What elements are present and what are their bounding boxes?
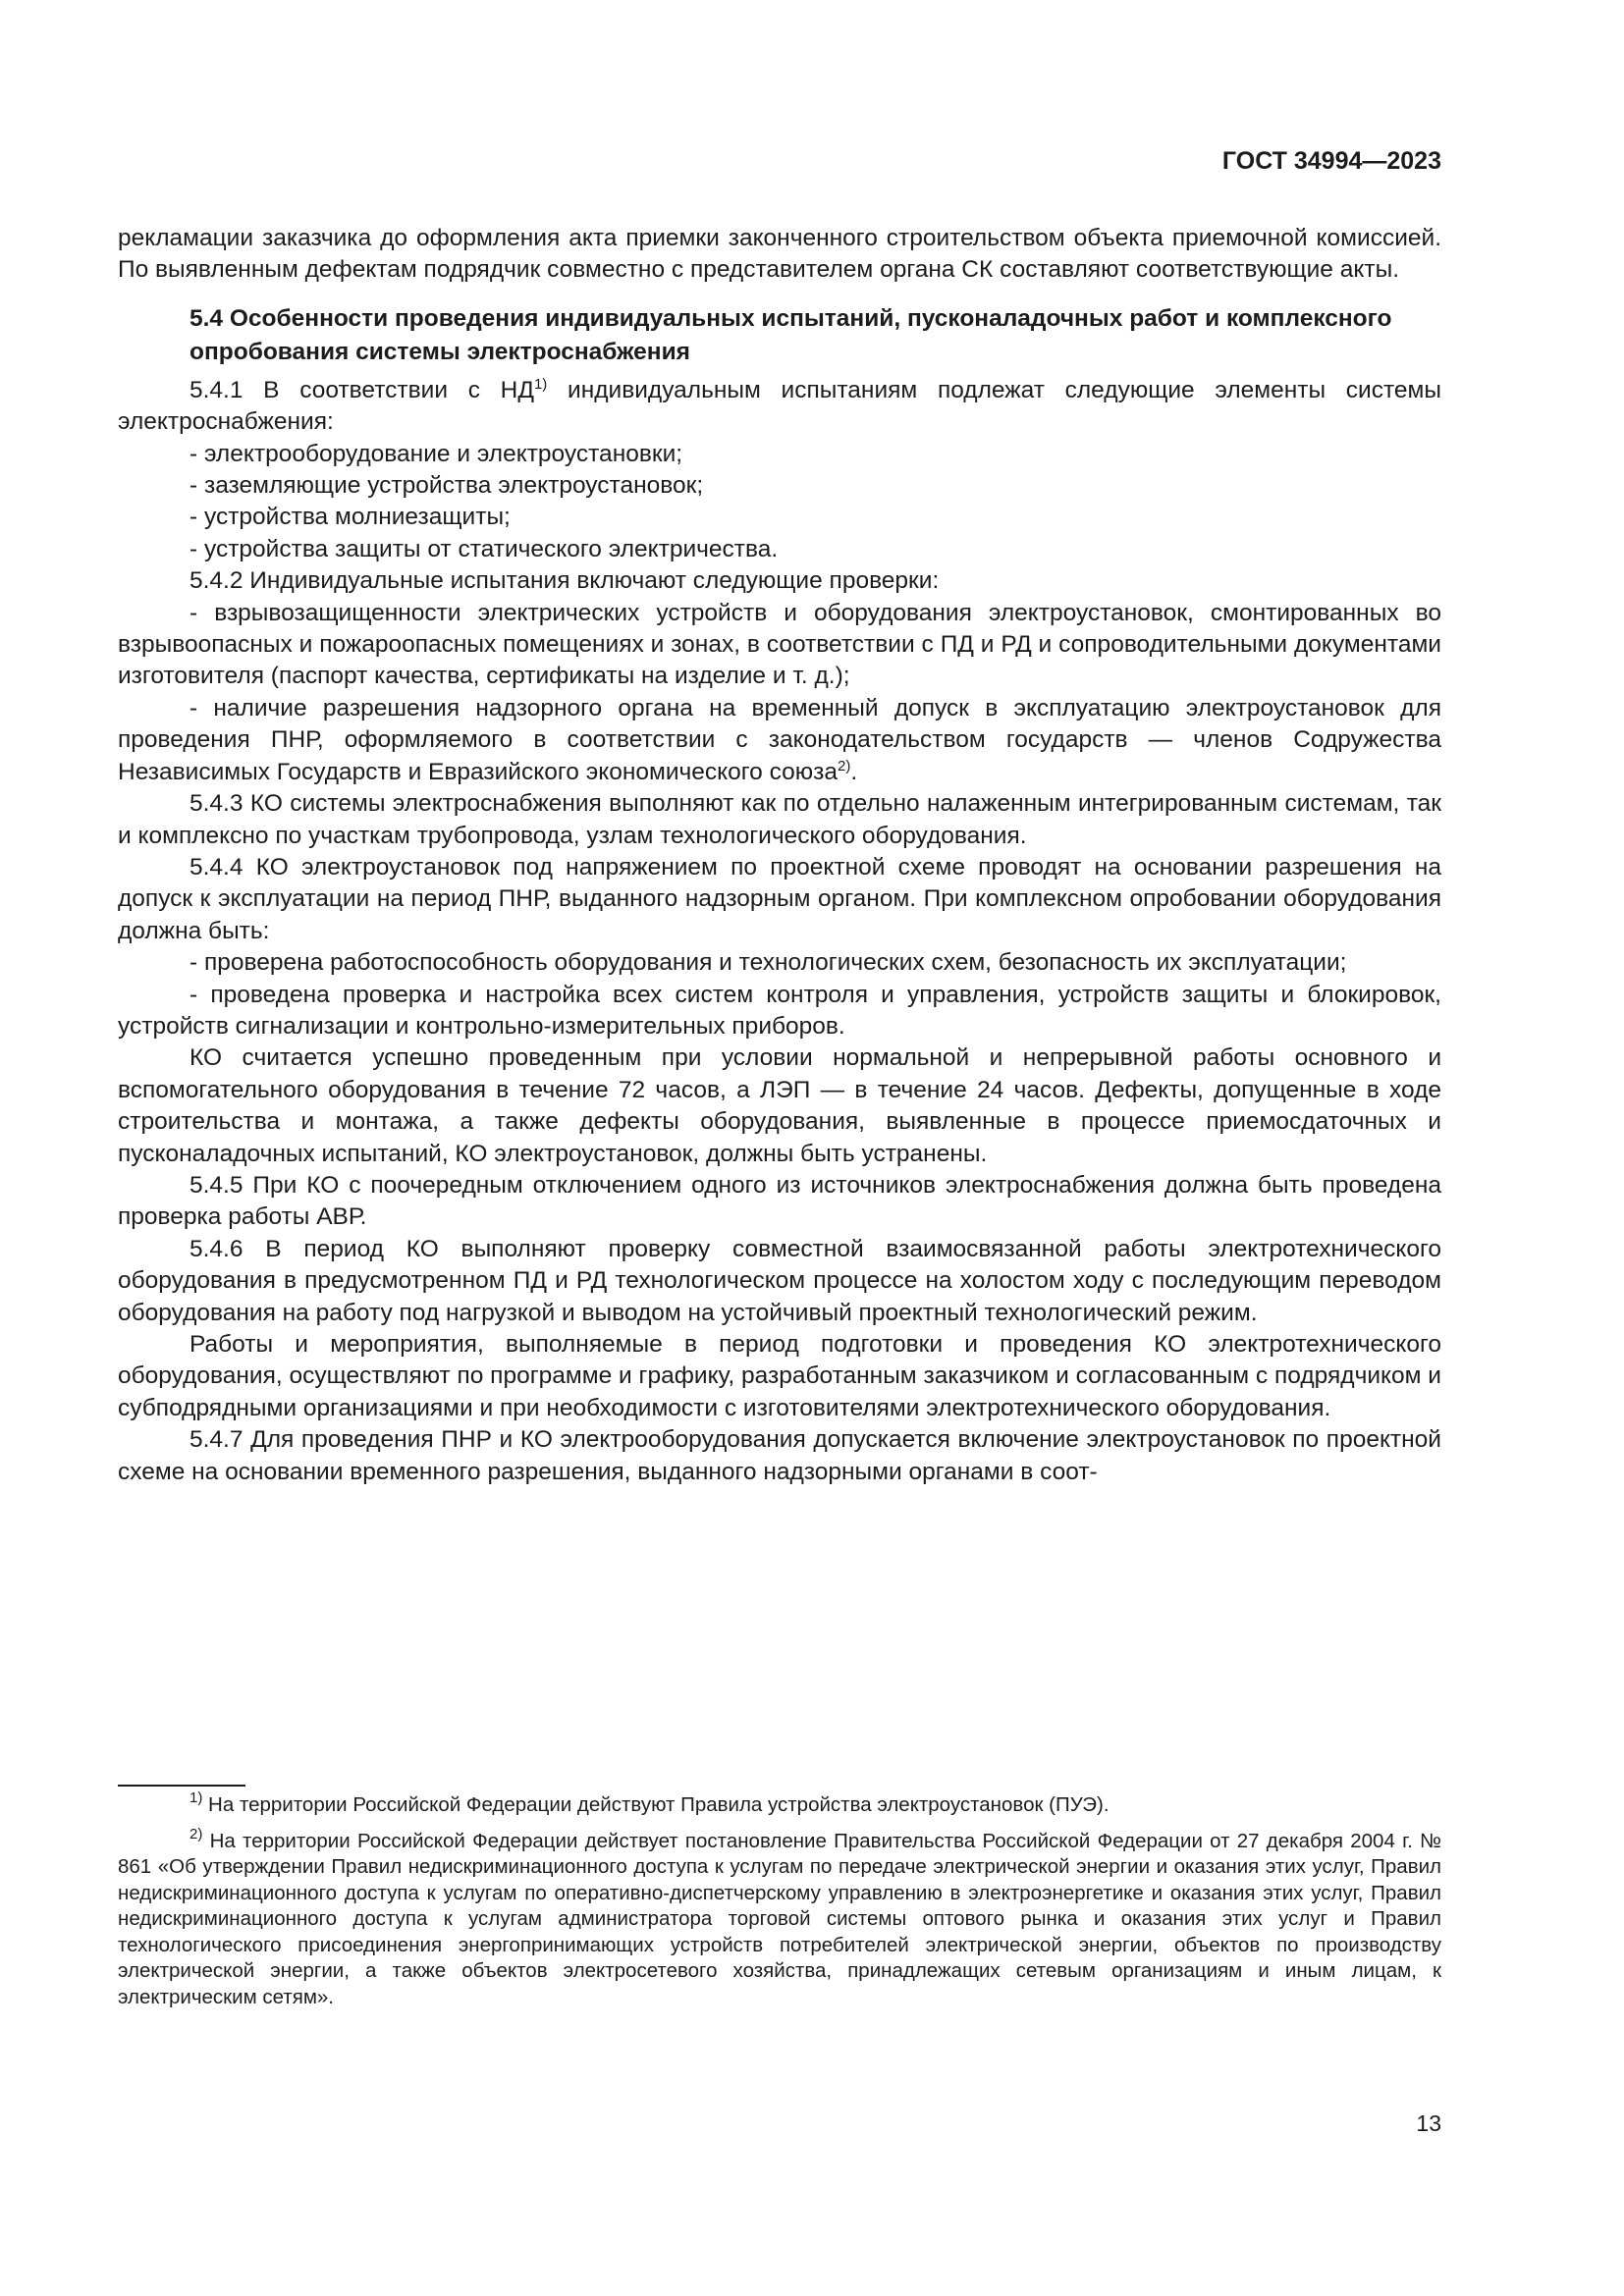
footnote-ref-1[interactable]: 1) [533,375,548,393]
list-item: - проведена проверка и настройка всех систем контроля и управления, устройств защиты и блокировок, устройств сигнализации и контрольно-измерительных приборов. [118,981,1441,1040]
paragraph-ko-conditions: КО считается успешно проведенным при условии нормальной и непрерывной работы основного и вспомогательного оборудования в течение 72 часов, а ЛЭП — в течение 24 часов. Дефекты, допущенные в ходе строительства и монтажа, а также дефекты оборудования, выявленные в процессе приемосдаточных и пусконаладочных испытаний, КО электроустановок, должны быть устранены. [118,1044,1441,1167]
paragraph-works: Работы и мероприятия, выполняемые в период подготовки и проведения КО электротехнического оборудования, осуществляют по программе и графику, разработанным заказчиком и согласованным с подрядчиком и субподрядными организациями и при необходимости с изготовителями электротехнического оборудования. [118,1331,1441,1421]
paragraph-5-4-6: 5.4.6 В период КО выполняют проверку совместной взаимосвязанной работы электротехнического оборудования в предусмотренном ПД и РД технологическом процессе на холостом ходу с последующим переводом оборудования на работу под нагрузкой и выводом на устойчивый проектный технологический режим. [118,1235,1441,1326]
list-item [118,693,1441,788]
list-item: - устройства молниезащиты; [189,504,511,531]
list-item: - взрывозащищенности электрических устройств и оборудования электроустановок, смонтированных во взрывоопасных и пожароопасных помещениях и зонах, в соответствии с ПД и РД и сопроводительными документами изготовителя (паспорт качества, сертификаты на изделие и т. д.); [118,599,1441,690]
footnote-marker: 1) [189,1789,203,1806]
list-item-text-b: . [850,758,858,785]
paragraph-5-4-7: 5.4.7 Для проведения ПНР и КО электрооборудования допускается включение электроустановок по проектной схеме на основании временного разрешения, выданного надзорными органами в соот- [118,1426,1441,1485]
paragraph-5-4-4: 5.4.4 КО электроустановок под напряжением по проектной схеме проводят на основании разрешения на допуск к эксплуатации на период ПНР, выданного надзорным органом. При комплексном опробовании оборудования должна быть: [118,853,1441,944]
footnote-ref-2[interactable]: 2) [837,757,851,774]
footnote-divider [118,1785,245,1787]
section-heading: 5.4 Особенности проведения индивидуальных испытаний, пусконаладочных работ и комплексного опробования системы электроснабжения [189,304,1392,365]
footnotes [118,1785,1441,2020]
paragraph-5-4-5: 5.4.5 При КО с поочередным отключением одного из источников электроснабжения должна быть проведена проверка работы АВР. [118,1171,1441,1231]
list-item: - заземляющие устройства электроустановок; [189,472,704,500]
page-body [118,223,1441,1488]
paragraph-5-4-2: 5.4.2 Индивидуальные испытания включают следующие проверки: [189,567,940,595]
footnote-text: На территории Российской Федерации действуют Правила устройства электроустановок (ПУЭ). [202,1793,1110,1816]
footnote-marker: 2) [189,1825,203,1842]
intro-paragraph: рекламации заказчика до оформления акта приемки законченного строительством объекта приемочной комиссией. По выявленным дефектам подрядчик совместно с представителем органа СК составляют соответствующие акты. [118,225,1441,284]
list-item: - электрооборудование и электроустановки; [189,440,683,467]
footnote-text: На территории Российской Федерации действует постановление Правительства Российской Федерации от 27 декабря 2004 г. № 861 «Об утверждении Правил недискриминационного доступа к услугам по передаче электрической энергии и оказания этих услуг, Правил недискриминационного доступа к услугам по оперативно-диспетчерскому управлению в электроэнергетике и оказания этих услуг, Правил недискриминационного доступа к услугам администратора торговой системы оптового рынка и оказания этих услуг и Правил технологического присоединения энергопринимающих устройств потребителей электрической энергии, объектов по производству электрической энергии, а также объектов электросетевого хозяйства, принадлежащих сетевым организациям и иным лицам, к электрическим сетям». [118,1829,1441,2008]
document-code: ГОСТ 34994—2023 [1221,147,1441,175]
list-item: - проверена работоспособность оборудования и технологических схем, безопасность их эксплуатации; [189,949,1347,977]
footnote-1 [118,1789,1441,1819]
footnote-2 [118,1825,1441,2011]
list-item-text-a: - наличие разрешения надзорного органа на временный допуск в эксплуатацию электроустановок для проведения ПНР, оформляемого в соответствии с законодательством государств — членов Содружества Независимых Государств и Евразийского экономического союза [118,694,1441,785]
paragraph-5-4-1-text-a: 5.4.1 В соответствии с НД [189,376,534,403]
paragraph-5-4-1 [118,375,1441,439]
list-item: - устройства защиты от статического электричества. [189,535,779,562]
page-number: 13 [1416,2110,1441,2136]
paragraph-5-4-1-text-b: индивидуальным испытаниям подлежат следующие элементы системы электроснабжения: [118,376,1441,436]
paragraph-5-4-3: 5.4.3 КО системы электроснабжения выполняют как по отдельно налаженным интегрированным системам, так и комплексно по участкам трубопровода, узлам технологического оборудования. [118,790,1441,849]
